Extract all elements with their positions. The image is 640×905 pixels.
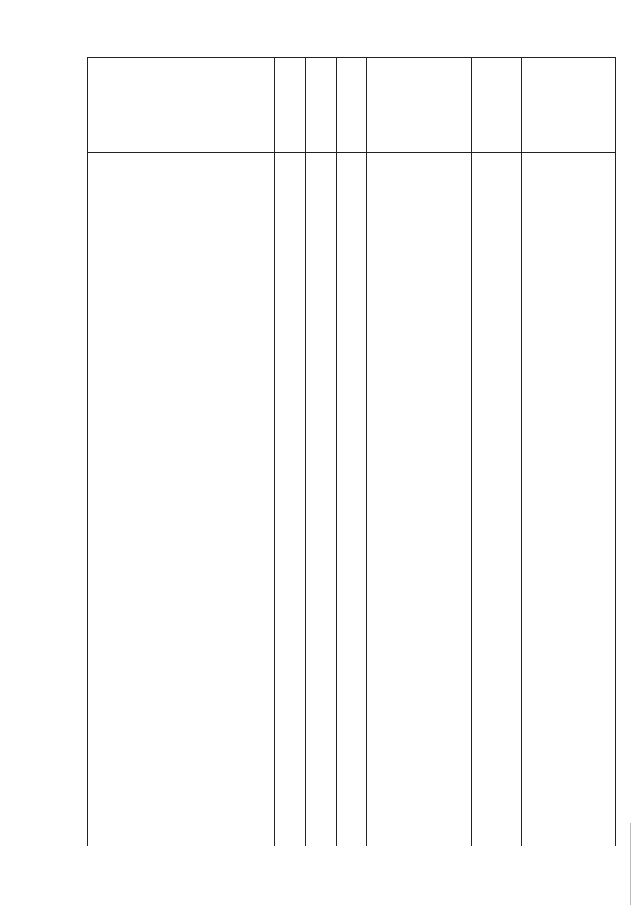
column-divider <box>366 58 367 846</box>
header-podrazdel <box>336 58 366 152</box>
budget-table <box>87 57 616 846</box>
header-celevaya-statya <box>366 58 471 152</box>
scan-edge-mark <box>630 823 631 905</box>
column-divider <box>521 58 522 846</box>
column-divider <box>336 58 337 846</box>
header-name <box>88 58 274 152</box>
header-gruppa-vida-raskhodov <box>471 58 521 152</box>
column-divider <box>305 58 306 846</box>
header-vedomstvo <box>274 58 305 152</box>
header-summa <box>521 58 615 152</box>
header-razdel <box>305 58 336 152</box>
header-divider <box>88 152 615 153</box>
column-divider <box>274 58 275 846</box>
column-divider <box>471 58 472 846</box>
